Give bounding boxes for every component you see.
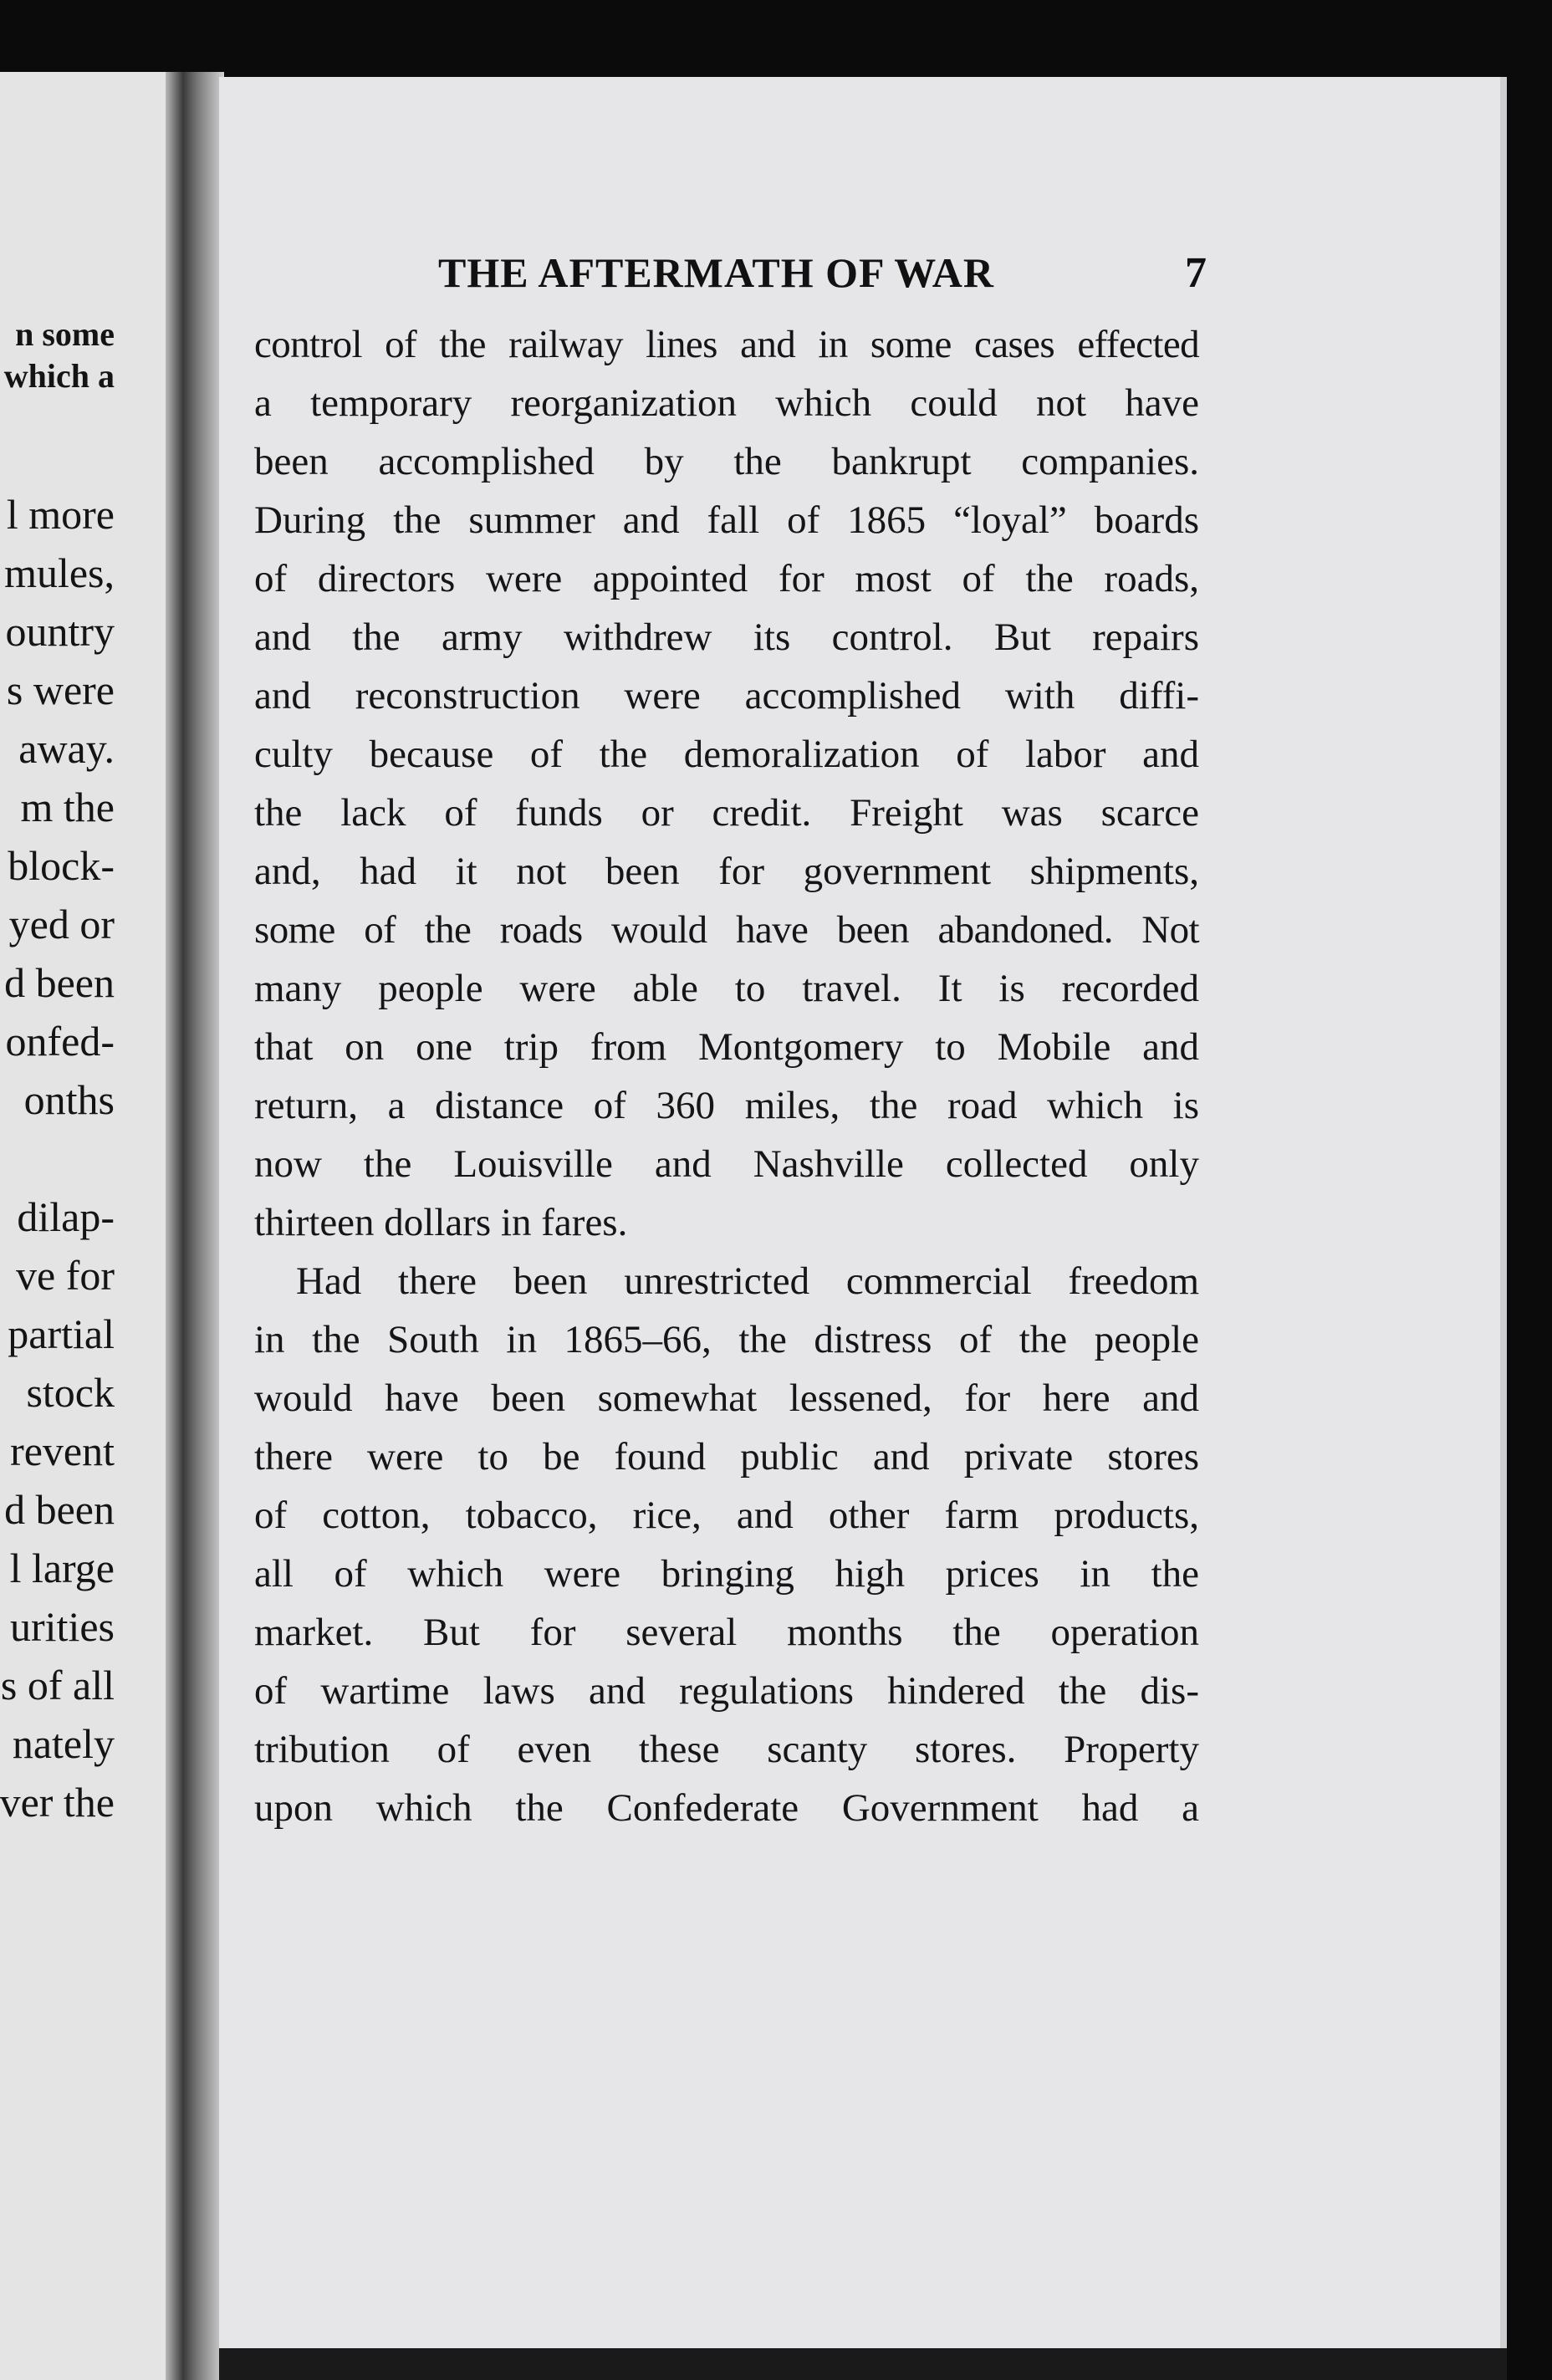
left-page-line: l large	[9, 1545, 115, 1591]
left-page-line: which a	[3, 357, 115, 395]
left-page-line: block-	[8, 842, 115, 889]
left-page-line: yed or	[8, 901, 115, 947]
running-title: THE AFTERMATH OF WAR	[438, 249, 994, 296]
paragraph-2	[254, 1252, 1199, 1837]
text-line: been accomplished by the bankrupt companies.	[254, 440, 1199, 483]
left-page-line: dilap-	[17, 1193, 115, 1240]
left-page-line: onths	[23, 1076, 115, 1123]
left-page-line: onfed-	[5, 1018, 115, 1065]
text-line: many people were able to travel. It is recorded	[254, 967, 1199, 1010]
left-page-line: ountry	[5, 608, 115, 655]
text-line: in the South in 1865–66, the distress of the people	[254, 1318, 1199, 1361]
left-page-line: urities	[10, 1603, 115, 1650]
text-line: return, a distance of 360 miles, the road which is	[254, 1084, 1199, 1127]
text-line: and reconstruction were accomplished with diffi-	[254, 674, 1199, 718]
text-line: all of which were bringing high prices in the	[254, 1552, 1199, 1596]
text-line: that on one trip from Montgomery to Mobile and	[254, 1025, 1199, 1069]
text-line: there were to be found public and private stores	[254, 1435, 1199, 1479]
left-page-line: s were	[6, 667, 115, 713]
previous-page	[0, 72, 180, 2380]
left-page-line: s of all	[0, 1662, 115, 1708]
text-line: tribution of even these scanty stores. Property	[254, 1728, 1199, 1771]
text-line: During the summer and fall of 1865 “loyal” boards	[254, 498, 1199, 542]
body-text	[254, 315, 1199, 1837]
book-spine-shadow	[166, 72, 224, 2380]
page-bottom-shadow	[219, 2348, 1507, 2380]
text-line: of cotton, tobacco, rice, and other farm products,	[254, 1494, 1199, 1537]
left-page-line: nately	[12, 1720, 115, 1767]
text-line: the lack of funds or credit. Freight was scarce	[254, 791, 1199, 835]
text-line: would have been somewhat lessened, for here and	[254, 1376, 1199, 1420]
left-page-line: ve for	[16, 1252, 115, 1299]
left-page-line: l more	[6, 491, 115, 538]
paragraph-1	[254, 315, 1199, 1252]
text-line: market. But for several months the operation	[254, 1611, 1199, 1654]
left-page-line: revent	[10, 1427, 115, 1474]
left-page-line: m the	[20, 784, 115, 830]
left-page-line: stock	[26, 1369, 115, 1416]
text-line: now the Louisville and Nashville collected only	[254, 1142, 1199, 1186]
text-line: culty because of the demoralization of labor and	[254, 733, 1199, 776]
text-line: and, had it not been for government shipments,	[254, 850, 1199, 893]
text-line: control of the railway lines and in some cases effected	[254, 323, 1199, 366]
left-page-line: d been	[4, 959, 115, 1006]
text-line: Had there been unrestricted commercial freedom	[296, 1259, 1199, 1303]
text-line: of wartime laws and regulations hindered the dis-	[254, 1669, 1199, 1713]
text-line: some of the roads would have been abandoned. Not	[254, 908, 1199, 952]
left-page-line: partial	[8, 1310, 115, 1357]
text-line: a temporary reorganization which could not have	[254, 381, 1199, 425]
left-page-line: n some	[15, 315, 115, 353]
text-line: of directors were appointed for most of the roads,	[254, 557, 1199, 600]
left-page-line: away.	[18, 725, 115, 772]
text-line: upon which the Confederate Government had a	[254, 1786, 1199, 1830]
left-page-line: ver the	[0, 1779, 115, 1826]
left-page-line: mules,	[4, 549, 115, 596]
left-page-line: d been	[4, 1486, 115, 1533]
text-line: and the army withdrew its control. But repairs	[254, 615, 1199, 659]
current-page	[219, 77, 1507, 2350]
text-line: thirteen dollars in fares.	[254, 1201, 628, 1244]
page-header	[219, 248, 1406, 299]
page-number: 7	[1185, 249, 1207, 297]
